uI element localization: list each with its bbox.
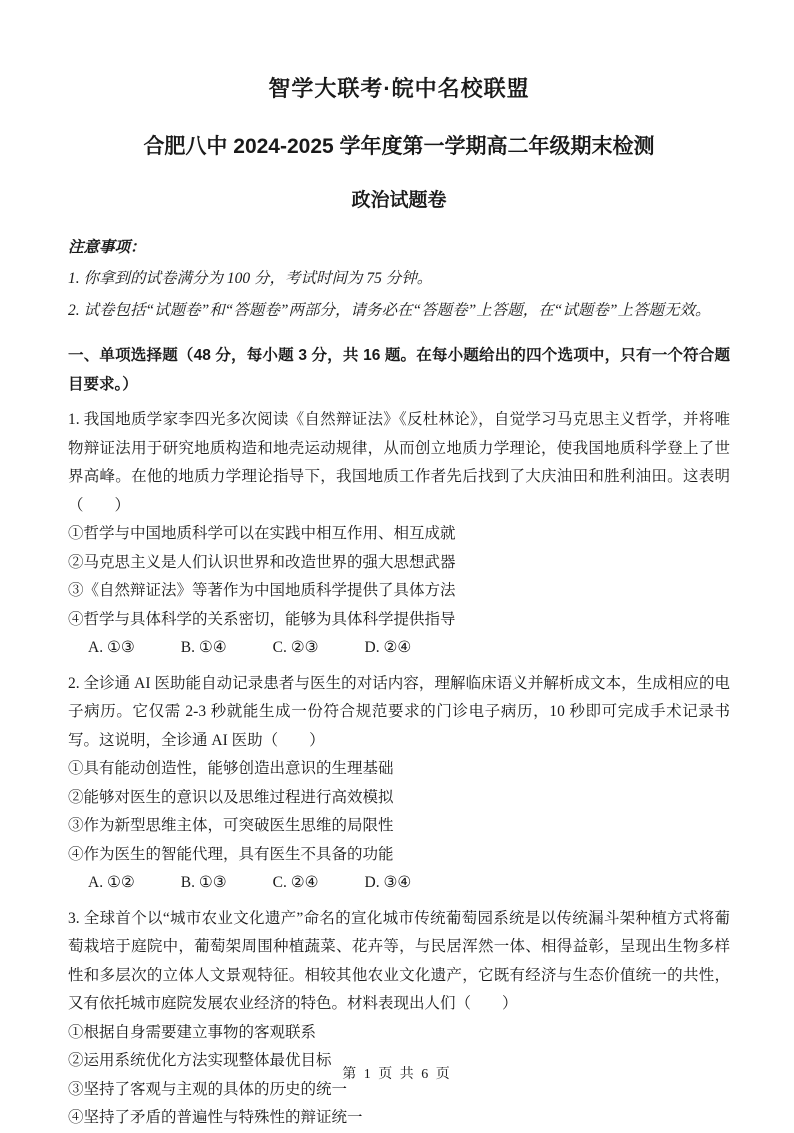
page-number-indicator: 第 1 页 共 6 页 (342, 1067, 452, 1082)
question-2-statement-4: ④作为医生的智能代理，具有医生不具备的功能 (68, 845, 394, 863)
question-1-choice-b: B. ①④ (180, 639, 227, 656)
question-2-choice-d: D. ③④ (364, 874, 412, 891)
question-1-stem: 1. 我国地质学家李四光多次阅读《自然辩证法》《反杜林论》，自觉学习马克思主义哲学，并将唯物辩证法用于研究地质构造和地壳运动规律，从而创立地质力学理论，使我国地质科学登上了世界高峰。在他的地质力学理论指导下，我国地质工作者先后找到了大庆油田和胜利油田。这表明（ ） (68, 411, 730, 514)
question-2-choice-a: A. ①② (88, 874, 135, 891)
question-2-statement-1: ①具有能动创造性，能够创造出意识的生理基础 (68, 760, 394, 777)
question-2-choice-b: B. ①③ (180, 874, 227, 891)
question-1-choice-d: D. ②④ (364, 639, 412, 656)
question-1-statement-4: ④哲学与具体科学的关系密切，能够为具体科学提供指导 (68, 610, 456, 628)
notices-heading: 注意事项： (68, 239, 146, 256)
notice-item-1: 1. 你拿到的试卷满分为 100 分，考试时间为 75 分钟。 (68, 270, 433, 287)
question-3-statement-4: ④坚持了矛盾的普遍性与特殊性的辩证统一 (68, 1109, 363, 1126)
question-1-statement-2: ②马克思主义是人们认识世界和改造世界的强大思想武器 (68, 553, 456, 571)
question-2-choices (68, 869, 730, 898)
question-2-statement-2: ②能够对医生的意识以及思维过程进行高效模拟 (68, 788, 394, 806)
notice-item-2: 2. 试卷包括“试题卷”和“答题卷”两部分，请务必在“答题卷”上答题，在“试题卷”上答题无效。 (68, 302, 711, 319)
subject-title: 政治试题卷 (351, 190, 447, 211)
question-2 (68, 670, 730, 898)
question-3 (68, 905, 730, 1133)
section-heading: 一、单项选择题（48 分，每小题 3 分，共 16 题。在每小题给出的四个选项中，只有一个符合题目要求。） (68, 347, 730, 393)
question-2-choice-c: C. ②④ (272, 874, 319, 891)
question-1-choice-a: A. ①③ (88, 639, 135, 656)
page-footer (0, 1063, 794, 1083)
question-2-statement-3: ③作为新型思维主体，可突破医生思维的局限性 (68, 817, 394, 834)
exam-notices (68, 232, 730, 327)
paper-header (68, 72, 730, 212)
league-title: 智学大联考·皖中名校联盟 (268, 76, 530, 101)
question-1-choice-c: C. ②③ (272, 639, 319, 656)
question-3-stem: 3. 全球首个以“城市农业文化遗产”命名的宣化城市传统葡萄园系统是以传统漏斗架种植方式将葡萄栽培于庭院中，葡萄架周围种植蔬菜、花卉等，与民居浑然一体、相得益彰，呈现出生物多样性和多层次的立体人文景观特征。相较其他农业文化遗产，它既有经济与生态价值统一的共性，又有依托城市庭院发展农业经济的特色。材料表现出人们（ ） (68, 909, 730, 1012)
question-3-statement-1: ①根据自身需要建立事物的客观联系 (68, 1023, 317, 1041)
question-1-choices (68, 634, 730, 663)
question-1 (68, 406, 730, 663)
question-2-stem: 2. 全诊通 AI 医助能自动记录患者与医生的对话内容，理解临床语义并解析成文本，生成相应的电子病历。它仅需 2-3 秒就能生成一份符合规范要求的门诊电子病历，10 秒即可完成手术记录书写。这说明，全诊通 AI 医助（ ） (68, 674, 730, 749)
question-3-statement-2: ②运用系统优化方法实现整体最优目标 (68, 1052, 332, 1069)
question-1-statement-3: ③《自然辩证法》等著作为中国地质科学提供了具体方法 (68, 582, 456, 599)
question-1-statement-1: ①哲学与中国地质科学可以在实践中相互作用、相互成就 (68, 525, 456, 542)
question-3-statement-3: ③坚持了客观与主观的具体的历史的统一 (68, 1080, 348, 1098)
exam-session-title: 合肥八中 2024-2025 学年度第一学期高二年级期末检测 (143, 135, 655, 158)
